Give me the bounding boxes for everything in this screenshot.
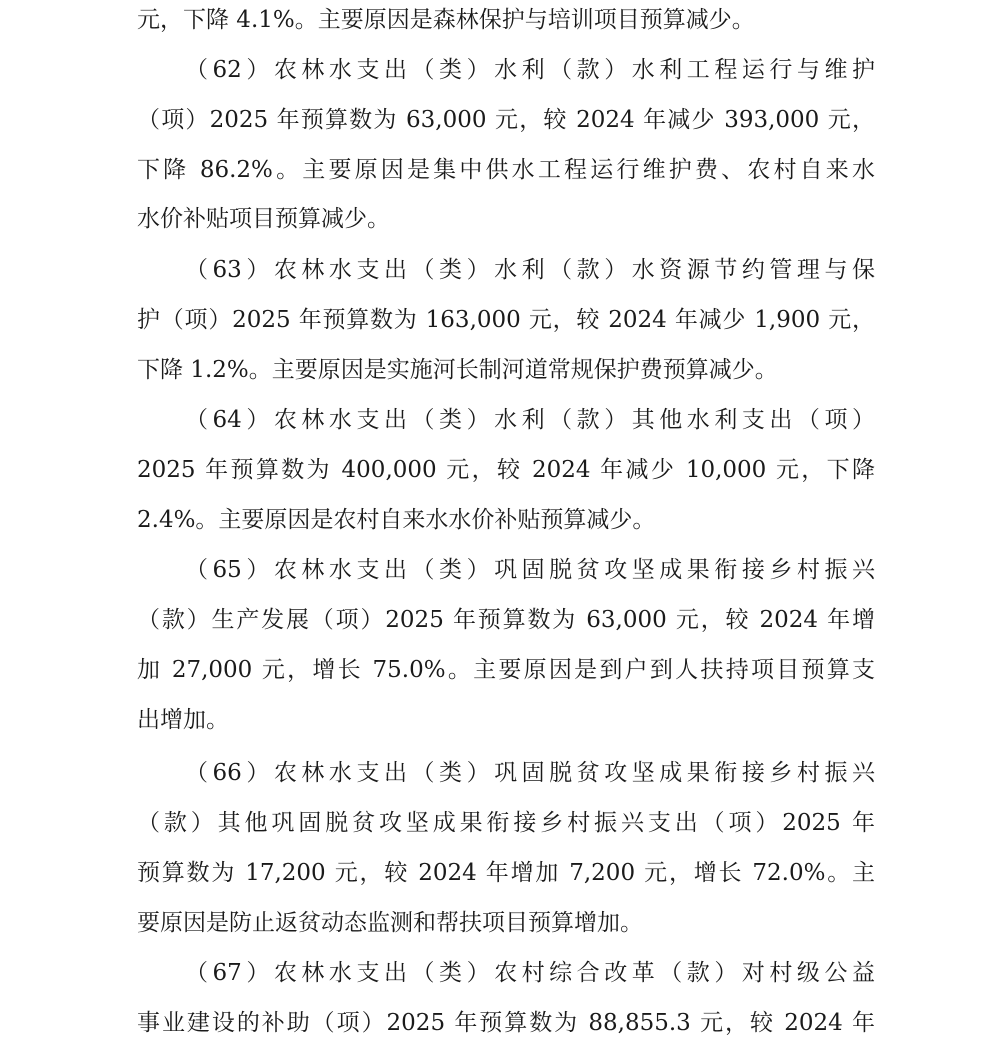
paragraph-65-first-line: （65）农林水支出（类）巩固脱贫攻坚成果衔接乡村振兴 xyxy=(185,557,875,583)
text-line: 下降 86.2%。主要原因是集中供水工程运行维护费、农村自来水 xyxy=(137,157,875,183)
paragraph-62-first-line: （62）农林水支出（类）水利（款）水利工程运行与维护 xyxy=(185,57,875,83)
text-line: 下降 1.2%。主要原因是实施河长制河道常规保护费预算减少。 xyxy=(137,357,778,383)
paragraph-67-first-line: （67）农林水支出（类）农村综合改革（款）对村级公益 xyxy=(185,960,875,986)
text-line: （项）2025 年预算数为 63,000 元，较 2024 年减少 393,000 元， xyxy=(137,107,875,133)
text-line: 出增加。 xyxy=(137,707,229,733)
text-line: （款）其他巩固脱贫攻坚成果衔接乡村振兴支出（项）2025 年 xyxy=(137,810,875,836)
text-line: 预算数为 17,200 元，较 2024 年增加 7,200 元，增长 72.0%。主 xyxy=(137,860,875,886)
text-line: （款）生产发展（项）2025 年预算数为 63,000 元，较 2024 年增 xyxy=(137,607,875,633)
paragraph-64-first-line: （64）农林水支出（类）水利（款）其他水利支出（项） xyxy=(185,407,875,433)
text-line: 加 27,000 元，增长 75.0%。主要原因是到户到人扶持项目预算支 xyxy=(137,657,875,683)
text-line: 水价补贴项目预算减少。 xyxy=(137,206,390,232)
text-line: 元，下降 4.1%。主要原因是森林保护与培训项目预算减少。 xyxy=(137,7,755,33)
paragraph-66-first-line: （66）农林水支出（类）巩固脱贫攻坚成果衔接乡村振兴 xyxy=(185,760,875,786)
text-line: 2025 年预算数为 400,000 元，较 2024 年减少 10,000 元，下降 xyxy=(137,457,875,483)
text-line: 事业建设的补助（项）2025 年预算数为 88,855.3 元，较 2024 年 xyxy=(137,1010,875,1036)
text-line: 护（项）2025 年预算数为 163,000 元，较 2024 年减少 1,900 元， xyxy=(137,307,875,333)
text-line: 2.4%。主要原因是农村自来水水价补贴预算减少。 xyxy=(137,507,656,533)
text-line: 要原因是防止返贫动态监测和帮扶项目预算增加。 xyxy=(137,910,643,936)
paragraph-63-first-line: （63）农林水支出（类）水利（款）水资源节约管理与保 xyxy=(185,257,875,283)
